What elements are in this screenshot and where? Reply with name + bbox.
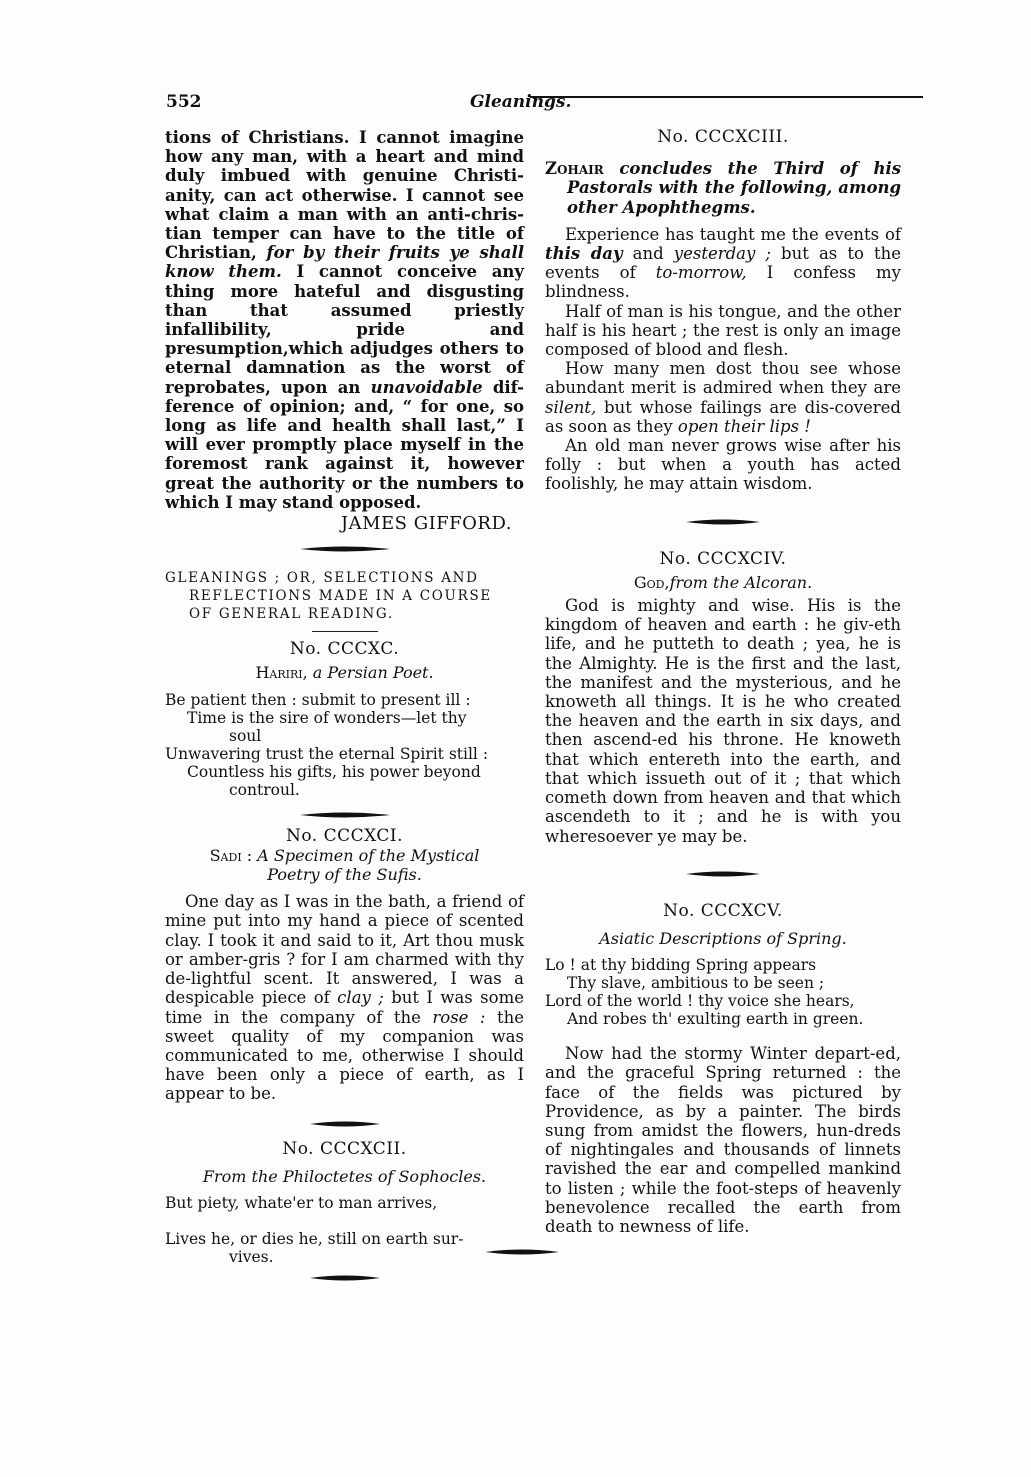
divider-ornament <box>300 545 390 553</box>
right-column <box>545 128 901 1256</box>
section-number-393: No. CCCXCIII. <box>657 127 789 147</box>
section-heading-395: Asiatic Descriptions of Spring. <box>599 928 847 948</box>
paragraph-393-1: Experience has taught me the events of this day and yesterday ; but as to the events of to-morrow, I confess my blindness. <box>545 224 901 302</box>
page-number: 552 <box>166 92 202 112</box>
poem-390: Be patient then : submit to present ill : Time is the sire of wonders—let thy soul Unwavering trust the eternal Spirit still : Countless his gifts, his power beyond controul. <box>165 690 489 799</box>
divider-ornament <box>300 811 390 819</box>
section-heading-392: From the Philoctetes of Sophocles. <box>202 1166 487 1186</box>
divider-ornament <box>686 870 760 878</box>
left-column <box>165 128 524 1282</box>
continued-paragraph: tions of Christians. I cannot imagine how any man, with a heart and mind duly imbued with genuine Christi-anity, can act otherwise. I cannot see what claim a man with an anti-chris-tian temper can have to the title of Christian, for by their fruits ye shall know them. I cannot conceive any thing more hateful and disgusting than that assumed priestly infallibility, pride and presumption,which adjudges others to eternal damnation as the worst of reprobates, upon an unavoidable dif-ference of opinion; and, “ for one, so long as life and health shall last,” I will ever promptly place myself in the foremost rank against it, however great the authority or the numbers to which I may stand opposed. <box>165 128 525 512</box>
paragraph-391: One day as I was in the bath, a friend of mine put into my hand a piece of scented clay. I took it and said to it, Art thou musk or amber-gris ? for I am charmed with thy de-lightful scent. It answered, I was a despicable piece of clay ; but I was some time in the company of the rose : the sweet quality of my companion was communicated to me, otherwise I should have been only a piece of earth, as I appear to be. <box>165 892 525 1104</box>
section-number-394: No. CCCXCIV. <box>659 548 787 569</box>
poem-392: But piety, whate'er to man arrives, Lives he, or dies he, still on earth sur- vives. <box>165 1193 464 1266</box>
section-number-391: No. CCCXCI. <box>285 825 404 846</box>
section-number-392: No. CCCXCII. <box>282 1138 407 1159</box>
divider-ornament <box>310 1274 380 1282</box>
divider-ornament <box>686 518 760 526</box>
header-rule <box>530 96 923 98</box>
divider-ornament <box>485 1248 559 1256</box>
divider-ornament <box>310 1120 380 1128</box>
paragraph-394: God is mighty and wise. His is the kingdom of heaven and earth : he giv-eth life, and he putteth to death ; yea, he is the Almighty. He is the first and the last, the manifest and the mysterious, and he knoweth all things. It is he who created the heaven and the earth in six days, and then ascend-ed his throne. He knoweth that which entereth into the earth, and that which issueth out of it ; that which cometh down from heaven and that which ascendeth to it ; and he is with you wheresoever ye may be. <box>545 596 901 846</box>
section-heading-391: Sadi : A Specimen of the Mystical Poetry of the Sufis. <box>209 845 480 885</box>
paragraph-393-2: Half of man is his tongue, and the other half is his heart ; the rest is only an image composed of blood and flesh. <box>545 301 901 360</box>
signature: JAMES GIFFORD. <box>340 513 512 535</box>
paragraph-393-3: How many men dost thou see whose abundant merit is admired when they are silent, but whose failings are dis-covered as soon as they open their lips ! <box>545 359 901 436</box>
paragraph-395: Now had the stormy Winter depart-ed, and the graceful Spring returned : the face of the fields was pictured by Providence, as by a painter. The birds sung from amidst the flowers, hun-dreds of nightingales and thousands of linnets ravished the ear and compelled mankind to listen ; while the foot-steps of heavenly benevolence recalled the earth from death to newness of life. <box>545 1044 901 1236</box>
series-title: GLEANINGS ; OR, SELECTIONS AND REFLECTIONS MADE IN A COURSE OF GENERAL READING. <box>165 570 492 623</box>
section-number-395: No. CCCXCV. <box>663 900 783 921</box>
section-heading-394: God,from the Alcoran. <box>633 572 813 592</box>
poem-395: Lo ! at thy bidding Spring appears Thy slave, ambitious to be seen ; Lord of the world ! thy voice she hears, And robes th' exulting earth in green. <box>545 956 864 1029</box>
section-number-390: No. CCCXC. <box>289 639 400 660</box>
paragraph-393-4: An old man never grows wise after his folly : but when a youth has acted foolishly, he may attain wisdom. <box>545 436 901 494</box>
section-heading-390: Hariri, a Persian Poet. <box>255 663 434 683</box>
intro-393: Zohair concludes the Third of his Pastorals with the following, among other Apophthegms. <box>545 159 901 217</box>
running-head: Gleanings. <box>470 92 572 112</box>
